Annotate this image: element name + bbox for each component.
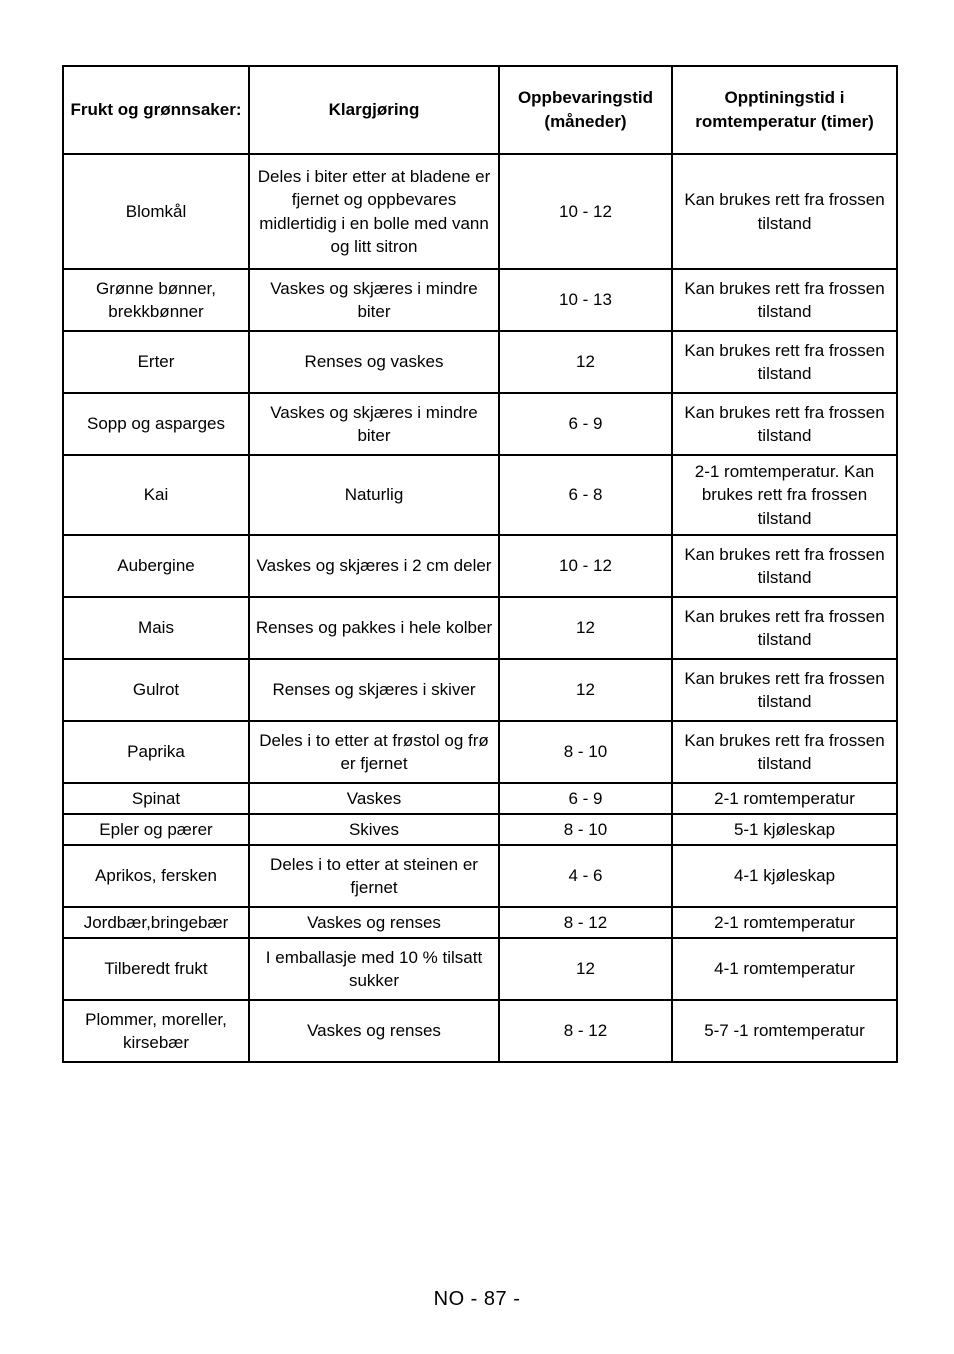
table-row <box>63 845 897 907</box>
cell-thawing-time: 2-1 romtemperatur <box>672 783 897 814</box>
cell-produce: Gulrot <box>63 659 249 721</box>
cell-thawing-time: 2-1 romtemperatur <box>672 907 897 938</box>
cell-storage-time: 12 <box>499 597 672 659</box>
cell-thawing-time: 2-1 romtemperatur. Kan brukes rett fra frossen tilstand <box>672 455 897 535</box>
cell-storage-time: 8 - 12 <box>499 1000 672 1062</box>
page-number: NO - 87 - <box>433 1288 521 1310</box>
table-row <box>63 535 897 597</box>
table-row <box>63 938 897 1000</box>
cell-preparation: Deles i to etter at steinen er fjernet <box>249 845 499 907</box>
cell-thawing-time: Kan brukes rett fra frossen tilstand <box>672 331 897 393</box>
cell-preparation: Renses og vaskes <box>249 331 499 393</box>
cell-thawing-time: Kan brukes rett fra frossen tilstand <box>672 659 897 721</box>
table-row <box>63 154 897 269</box>
table-row <box>63 1000 897 1062</box>
cell-storage-time: 6 - 8 <box>499 455 672 535</box>
header-produce: Frukt og grønnsaker: <box>63 66 249 154</box>
cell-preparation: Renses og pakkes i hele kolber <box>249 597 499 659</box>
cell-preparation: Skives <box>249 814 499 845</box>
table-row <box>63 331 897 393</box>
cell-produce: Aubergine <box>63 535 249 597</box>
cell-storage-time: 12 <box>499 938 672 1000</box>
cell-produce: Mais <box>63 597 249 659</box>
freezing-guide-table <box>62 65 898 1063</box>
cell-preparation: Vaskes og renses <box>249 907 499 938</box>
cell-storage-time: 12 <box>499 659 672 721</box>
cell-preparation: Deles i biter etter at bladene er fjernet og oppbevares midlertidig i en bolle med vann og litt sitron <box>249 154 499 269</box>
table-row <box>63 721 897 783</box>
table-row <box>63 597 897 659</box>
cell-thawing-time: Kan brukes rett fra frossen tilstand <box>672 535 897 597</box>
cell-storage-time: 10 - 12 <box>499 154 672 269</box>
header-thawing-time: Opptiningstid i romtemperatur (timer) <box>672 66 897 154</box>
cell-produce: Tilberedt frukt <box>63 938 249 1000</box>
table-row <box>63 907 897 938</box>
cell-produce: Jordbær,bringebær <box>63 907 249 938</box>
cell-produce: Spinat <box>63 783 249 814</box>
cell-preparation: Renses og skjæres i skiver <box>249 659 499 721</box>
cell-storage-time: 4 - 6 <box>499 845 672 907</box>
cell-storage-time: 10 - 12 <box>499 535 672 597</box>
table-row <box>63 269 897 331</box>
cell-produce: Epler og pærer <box>63 814 249 845</box>
cell-storage-time: 8 - 10 <box>499 721 672 783</box>
cell-produce: Paprika <box>63 721 249 783</box>
cell-produce: Blomkål <box>63 154 249 269</box>
cell-preparation: Vaskes og skjæres i 2 cm deler <box>249 535 499 597</box>
cell-thawing-time: 4-1 romtemperatur <box>672 938 897 1000</box>
cell-storage-time: 10 - 13 <box>499 269 672 331</box>
table-row <box>63 814 897 845</box>
cell-thawing-time: Kan brukes rett fra frossen tilstand <box>672 154 897 269</box>
cell-preparation: Vaskes og skjæres i mindre biter <box>249 393 499 455</box>
cell-thawing-time: Kan brukes rett fra frossen tilstand <box>672 393 897 455</box>
table-header-row <box>63 66 897 154</box>
cell-preparation: Vaskes og skjæres i mindre biter <box>249 269 499 331</box>
cell-preparation: I emballasje med 10 % tilsatt sukker <box>249 938 499 1000</box>
cell-storage-time: 8 - 10 <box>499 814 672 845</box>
cell-produce: Erter <box>63 331 249 393</box>
cell-thawing-time: Kan brukes rett fra frossen tilstand <box>672 269 897 331</box>
table-row <box>63 659 897 721</box>
cell-storage-time: 6 - 9 <box>499 783 672 814</box>
cell-produce: Grønne bønner, brekkbønner <box>63 269 249 331</box>
header-preparation: Klargjøring <box>249 66 499 154</box>
cell-thawing-time: 4-1 kjøleskap <box>672 845 897 907</box>
cell-produce: Aprikos, fersken <box>63 845 249 907</box>
table-row <box>63 393 897 455</box>
cell-produce: Kai <box>63 455 249 535</box>
cell-thawing-time: 5-1 kjøleskap <box>672 814 897 845</box>
cell-preparation: Vaskes <box>249 783 499 814</box>
cell-storage-time: 6 - 9 <box>499 393 672 455</box>
cell-storage-time: 8 - 12 <box>499 907 672 938</box>
cell-thawing-time: Kan brukes rett fra frossen tilstand <box>672 597 897 659</box>
cell-preparation: Naturlig <box>249 455 499 535</box>
header-storage-time: Oppbevaringstid (måneder) <box>499 66 672 154</box>
cell-produce: Plommer, moreller, kirsebær <box>63 1000 249 1062</box>
cell-produce: Sopp og asparges <box>63 393 249 455</box>
cell-preparation: Deles i to etter at frøstol og frø er fjernet <box>249 721 499 783</box>
cell-storage-time: 12 <box>499 331 672 393</box>
table-row <box>63 783 897 814</box>
cell-thawing-time: Kan brukes rett fra frossen tilstand <box>672 721 897 783</box>
table-row <box>63 455 897 535</box>
cell-preparation: Vaskes og renses <box>249 1000 499 1062</box>
cell-thawing-time: 5-7 -1 romtemperatur <box>672 1000 897 1062</box>
